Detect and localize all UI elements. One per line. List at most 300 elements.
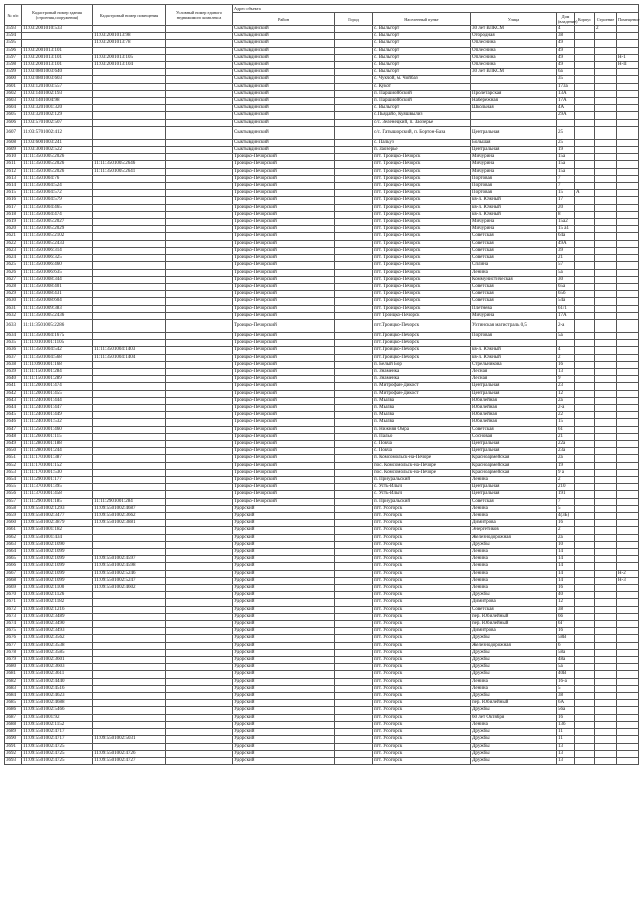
table-cell: с. Выльгорт (373, 33, 471, 40)
table-cell: 23 (557, 383, 575, 390)
table-cell: Троицко-Печорский (233, 383, 335, 390)
table-cell (166, 592, 233, 599)
table-cell: 11:11:3501004:474 (22, 211, 93, 218)
table-cell (617, 69, 639, 76)
table-cell (166, 585, 233, 592)
table-cell (617, 90, 639, 97)
table-cell: п. Заозерье (373, 147, 471, 154)
table-cell (335, 69, 373, 76)
table-cell: 16 (557, 585, 575, 592)
table-cell (617, 563, 639, 570)
table-cell (335, 397, 373, 404)
table-row (5, 743, 639, 750)
table-cell: 3612 (5, 168, 22, 175)
table-cell: 2-а (557, 404, 575, 411)
table-cell: Ленина (471, 563, 557, 570)
table-cell: 11:03:5701002:507 (22, 119, 93, 126)
table-cell: пгт.Троицко-Печорск (373, 340, 471, 347)
table-cell: Сыктывдинский (233, 126, 335, 139)
table-cell (93, 26, 166, 33)
table-cell: пгт. Троицко-Печорск (373, 183, 471, 190)
table-cell: Троицко-Печорский (233, 233, 335, 240)
header-cond: Условный номер единого недвижимого комплекса (166, 5, 233, 26)
table-cell: Дружбы (471, 657, 557, 664)
table-cell (617, 534, 639, 541)
table-cell (595, 283, 617, 290)
table-cell: 3651 (5, 455, 22, 462)
table-row (5, 505, 639, 512)
table-cell (335, 175, 373, 182)
table-cell (595, 33, 617, 40)
table-cell: 3616 (5, 197, 22, 204)
table-cell: 21 (557, 255, 575, 262)
table-cell: Троицко-Печорский (233, 262, 335, 269)
table-cell: Ленина (471, 269, 557, 276)
table-cell (575, 534, 595, 541)
table-cell: Удорский (233, 606, 335, 613)
table-cell (617, 433, 639, 440)
table-row (5, 729, 639, 736)
table-cell: п. Паршиойбский (373, 98, 471, 105)
table-cell: 3667 (5, 570, 22, 577)
table-cell (166, 305, 233, 312)
table-cell: с. Усть-Илыч (373, 491, 471, 498)
table-cell: Дружбы (471, 664, 557, 671)
table-cell (93, 383, 166, 390)
table-cell (166, 83, 233, 90)
table-cell: Троицко-Печорский (233, 354, 335, 361)
table-cell: 3653 (5, 469, 22, 476)
table-cell: 11:11:2801001:244 (22, 448, 93, 455)
table-cell (93, 743, 166, 750)
table-row (5, 491, 639, 498)
table-cell: 3684 (5, 693, 22, 700)
table-cell (166, 440, 233, 447)
table-cell (335, 361, 373, 368)
table-cell: пгт. Троицко-Печорск (373, 298, 471, 305)
table-cell (335, 505, 373, 512)
table-cell (617, 469, 639, 476)
table-cell (575, 736, 595, 743)
table-row (5, 721, 639, 728)
table-cell (335, 390, 373, 397)
table-cell (93, 69, 166, 76)
table-cell (166, 513, 233, 520)
table-cell: 3604 (5, 105, 22, 112)
table-cell (166, 154, 233, 161)
table-cell (335, 714, 373, 721)
table-cell: 3619 (5, 219, 22, 226)
table-cell: Сыктывдинский (233, 54, 335, 61)
table-cell: 3680 (5, 664, 22, 671)
table-cell (93, 368, 166, 375)
table-cell (335, 340, 373, 347)
table-cell (595, 168, 617, 175)
table-cell: 11:09:5501002:4623 (22, 693, 93, 700)
table-cell (617, 105, 639, 112)
table-cell: Оплеснина (471, 40, 557, 47)
table-cell: с. Усть-Илыч (373, 484, 471, 491)
table-cell: 3638 (5, 361, 22, 368)
table-cell (93, 541, 166, 548)
table-cell (93, 621, 166, 628)
table-cell: 11:03:2001013:105 (93, 54, 166, 61)
table-cell: 11:09:5501002:1100 (22, 585, 93, 592)
table-cell (166, 743, 233, 750)
table-cell (595, 527, 617, 534)
table-cell (335, 33, 373, 40)
table-row (5, 340, 639, 347)
table-cell (575, 168, 595, 175)
table-cell (617, 33, 639, 40)
table-cell (617, 226, 639, 233)
table-cell: 6 (557, 642, 575, 649)
table-cell (335, 657, 373, 664)
table-cell (335, 90, 373, 97)
table-cell (166, 455, 233, 462)
table-cell: Троицко-Печорский (233, 161, 335, 168)
table-cell (575, 628, 595, 635)
header-row (5, 5, 639, 13)
table-cell: 14 (557, 549, 575, 556)
table-cell (166, 105, 233, 112)
table-row (5, 54, 639, 61)
table-cell: пгт. Троицко-Печорск (373, 161, 471, 168)
table-cell: 11:03:2001013:101 (22, 47, 93, 54)
table-cell: 11:03:2001013:101 (22, 54, 93, 61)
table-cell: Дружбы (471, 541, 557, 548)
table-cell (335, 262, 373, 269)
table-cell: 3646 (5, 419, 22, 426)
table-cell: Сыктывдинский (233, 76, 335, 83)
table-cell (575, 347, 595, 354)
table-cell: 3681 (5, 671, 22, 678)
table-cell: 11:11:3501005:2027 (22, 219, 93, 226)
table-row (5, 440, 639, 447)
document-sheet (4, 4, 638, 765)
table-cell (335, 305, 373, 312)
table-cell: 11:11:3501004:76 (22, 175, 93, 182)
table-row (5, 298, 639, 305)
header-city: Город (335, 13, 373, 26)
table-cell: 3603 (5, 98, 22, 105)
table-cell (595, 729, 617, 736)
table-cell (335, 642, 373, 649)
table-cell (166, 628, 233, 635)
table-cell (617, 412, 639, 419)
table-cell (575, 54, 595, 61)
table-cell: Мичурина (471, 312, 557, 319)
table-cell: Сыктывдинский (233, 119, 335, 126)
table-cell: 11:09:5501002:1293 (22, 505, 93, 512)
table-row (5, 168, 639, 175)
table-cell (93, 419, 166, 426)
table-cell (617, 276, 639, 283)
table-cell (575, 119, 595, 126)
table-cell (335, 606, 373, 613)
table-cell (617, 183, 639, 190)
table-cell: Троицко-Печорский (233, 347, 335, 354)
header-settlement: Населенный пункт (373, 13, 471, 26)
table-cell (335, 190, 373, 197)
table-cell: Ленина (471, 476, 557, 483)
table-cell: 11:11:1501001:289 (22, 376, 93, 383)
table-cell (575, 484, 595, 491)
table-cell: Сыктывдинский (233, 26, 335, 33)
table-cell: пгт. Троицко-Печорск (373, 226, 471, 233)
table-cell (575, 520, 595, 527)
table-cell (575, 98, 595, 105)
table-cell: 6А (557, 700, 575, 707)
table-cell (595, 404, 617, 411)
table-cell: 30 лет ВЛКСМ (471, 69, 557, 76)
header-stroenie: Строение (595, 13, 617, 26)
table-cell (575, 283, 595, 290)
table-cell: 3617 (5, 204, 22, 211)
table-cell: пгт. Усогорск (373, 549, 471, 556)
table-cell (166, 197, 233, 204)
table-cell (93, 204, 166, 211)
table-cell: 60 лет Октября (471, 714, 557, 721)
table-cell (575, 298, 595, 305)
table-row (5, 426, 639, 433)
table-cell: Центральная (471, 147, 557, 154)
table-cell: 11:09:5501002:1216 (22, 606, 93, 613)
table-cell (335, 520, 373, 527)
table-cell (575, 105, 595, 112)
table-cell: Троицко-Печорский (233, 491, 335, 498)
table-cell: 21 (557, 433, 575, 440)
table-cell: 13 (557, 750, 575, 757)
table-cell (166, 469, 233, 476)
table-cell (575, 577, 595, 584)
table-cell (93, 649, 166, 656)
header-cad: Кадастровый номер здания (строения,сооружения) (22, 5, 93, 26)
table-row (5, 62, 639, 69)
table-cell: Дружбы (471, 693, 557, 700)
table-cell: Троицко-Печорский (233, 469, 335, 476)
table-cell (93, 700, 166, 707)
table-cell: 3621 (5, 233, 22, 240)
table-row (5, 527, 639, 534)
table-cell: Троицко-Печорский (233, 269, 335, 276)
table-row (5, 83, 639, 90)
table-row (5, 76, 639, 83)
table-cell (93, 139, 166, 146)
table-cell: Красноармейская (471, 462, 557, 469)
table-cell (335, 298, 373, 305)
table-cell: 11:09:5501002:3538 (22, 642, 93, 649)
table-cell (595, 693, 617, 700)
table-cell (575, 541, 595, 548)
table-cell (617, 736, 639, 743)
table-cell (575, 599, 595, 606)
table-cell (166, 505, 233, 512)
table-row (5, 262, 639, 269)
table-cell: 11:09:5501002:1099 (22, 549, 93, 556)
table-cell (166, 47, 233, 54)
table-cell (335, 276, 373, 283)
table-cell (335, 105, 373, 112)
table-cell: пгт. Усогорск (373, 714, 471, 721)
table-cell (335, 233, 373, 240)
table-cell (617, 462, 639, 469)
table-row (5, 628, 639, 635)
table-cell (617, 657, 639, 664)
table-cell (166, 678, 233, 685)
table-cell: Советская (471, 298, 557, 305)
table-cell (335, 743, 373, 750)
table-cell: 65а (557, 283, 575, 290)
table-cell (93, 361, 166, 368)
table-cell: 11:09:5501002:5466 (22, 707, 93, 714)
table-row (5, 700, 639, 707)
table-cell: 3642 (5, 390, 22, 397)
table-cell: 11:11:3501005:2646 (93, 161, 166, 168)
table-cell: пгт. Троицко-Печорск (373, 154, 471, 161)
table-cell: 11:11:3501005:2102 (22, 233, 93, 240)
table-cell (93, 390, 166, 397)
table-cell: Энергетиков (471, 527, 557, 534)
table-cell (93, 440, 166, 447)
table-cell (575, 40, 595, 47)
table-cell (595, 621, 617, 628)
table-cell: пгт. Троицко-Печорск (373, 291, 471, 298)
table-cell: 30 (557, 276, 575, 283)
table-cell (335, 549, 373, 556)
table-row (5, 240, 639, 247)
table-cell: 11:11:3501004:1403 (93, 347, 166, 354)
table-cell: Удорский (233, 613, 335, 620)
table-cell: 11:09:5501002:3611 (22, 671, 93, 678)
table-cell (166, 419, 233, 426)
table-cell: 7 (557, 498, 575, 505)
table-cell: Сыктывдинский (233, 147, 335, 154)
table-cell (595, 448, 617, 455)
table-cell (595, 721, 617, 728)
table-cell (335, 671, 373, 678)
table-cell (595, 175, 617, 182)
table-cell: 3676 (5, 635, 22, 642)
table-cell: кв-л. Южный (471, 211, 557, 218)
table-cell: Удорский (233, 592, 335, 599)
table-cell: 4(3Б) (557, 513, 575, 520)
table-cell (335, 757, 373, 764)
table-cell (617, 599, 639, 606)
table-cell (335, 527, 373, 534)
table-cell (575, 204, 595, 211)
table-cell (617, 585, 639, 592)
table-cell (575, 33, 595, 40)
table-cell (93, 233, 166, 240)
table-cell: 3593 (5, 26, 22, 33)
table-cell (575, 404, 595, 411)
table-cell (335, 563, 373, 570)
table-row (5, 642, 639, 649)
table-cell: Мичурина (471, 161, 557, 168)
table-row (5, 570, 639, 577)
table-row (5, 498, 639, 505)
table-cell: Удорский (233, 671, 335, 678)
table-cell: Удорский (233, 520, 335, 527)
table-cell (595, 469, 617, 476)
table-cell: 58а (557, 649, 575, 656)
table-cell: Большая (471, 139, 557, 146)
table-cell (335, 376, 373, 383)
table-cell: Ухтинская магистраль 0,5 (471, 319, 557, 332)
table-cell: 3636 (5, 347, 22, 354)
table-cell (575, 419, 595, 426)
table-cell: Троицко-Печорский (233, 168, 335, 175)
table-cell (557, 119, 575, 126)
table-cell (575, 448, 595, 455)
table-cell: пгт Троицко-Печорск (373, 312, 471, 319)
table-cell: 3650 (5, 448, 22, 455)
table-cell: 3659 (5, 513, 22, 520)
table-cell: пгт. Усогорск (373, 520, 471, 527)
table-cell: Сыктывдинский (233, 112, 335, 119)
table-cell (93, 714, 166, 721)
table-cell: 3657 (5, 498, 22, 505)
table-cell (22, 33, 93, 40)
table-cell (93, 476, 166, 483)
table-cell: пгт. Троицко-Печорск (373, 219, 471, 226)
table-cell: пгт. Троицко-Печорск (373, 197, 471, 204)
table-cell: 3602 (5, 90, 22, 97)
table-cell (575, 642, 595, 649)
table-cell (575, 527, 595, 534)
table-cell: 3634 (5, 332, 22, 339)
table-cell (617, 419, 639, 426)
table-cell (166, 26, 233, 33)
table-cell (595, 484, 617, 491)
table-cell: Удорский (233, 678, 335, 685)
table-cell (335, 469, 373, 476)
table-cell: Дружбы (471, 729, 557, 736)
table-cell: 11:11:2901001:177 (22, 476, 93, 483)
table-cell (93, 642, 166, 649)
table-cell (335, 750, 373, 757)
table-cell: 5а (557, 664, 575, 671)
table-cell: 16 (557, 520, 575, 527)
table-cell: 11:09:5501001:182 (22, 527, 93, 534)
table-cell: пгт. Троицко-Печорск (373, 190, 471, 197)
table-cell: 11:03:1401004:98 (22, 98, 93, 105)
table-cell: 11:09:5501002:1182 (22, 599, 93, 606)
table-cell (335, 685, 373, 692)
table-cell: 3672 (5, 606, 22, 613)
table-cell: 15а (557, 154, 575, 161)
table-cell: 13 (557, 757, 575, 764)
table-cell (575, 462, 595, 469)
table-cell (335, 433, 373, 440)
table-cell (617, 197, 639, 204)
table-cell (166, 541, 233, 548)
table-cell: 3615 (5, 190, 22, 197)
table-cell: 11:09:5501002:3603 (22, 664, 93, 671)
table-cell: 11:09:5501002:4440 (22, 678, 93, 685)
header-cad-room: Кадастровый номер помещения (93, 5, 166, 26)
table-cell: 11:11:3501004:524 (22, 183, 93, 190)
table-cell (335, 585, 373, 592)
table-cell: 11:09:5501002:4725 (22, 757, 93, 764)
table-cell: Советская (471, 426, 557, 433)
table-cell: Ленина (471, 505, 557, 512)
header-address: Адрес объекта (233, 5, 639, 13)
table-cell: Удорский (233, 621, 335, 628)
table-cell (166, 671, 233, 678)
table-cell: 3613 (5, 175, 22, 182)
